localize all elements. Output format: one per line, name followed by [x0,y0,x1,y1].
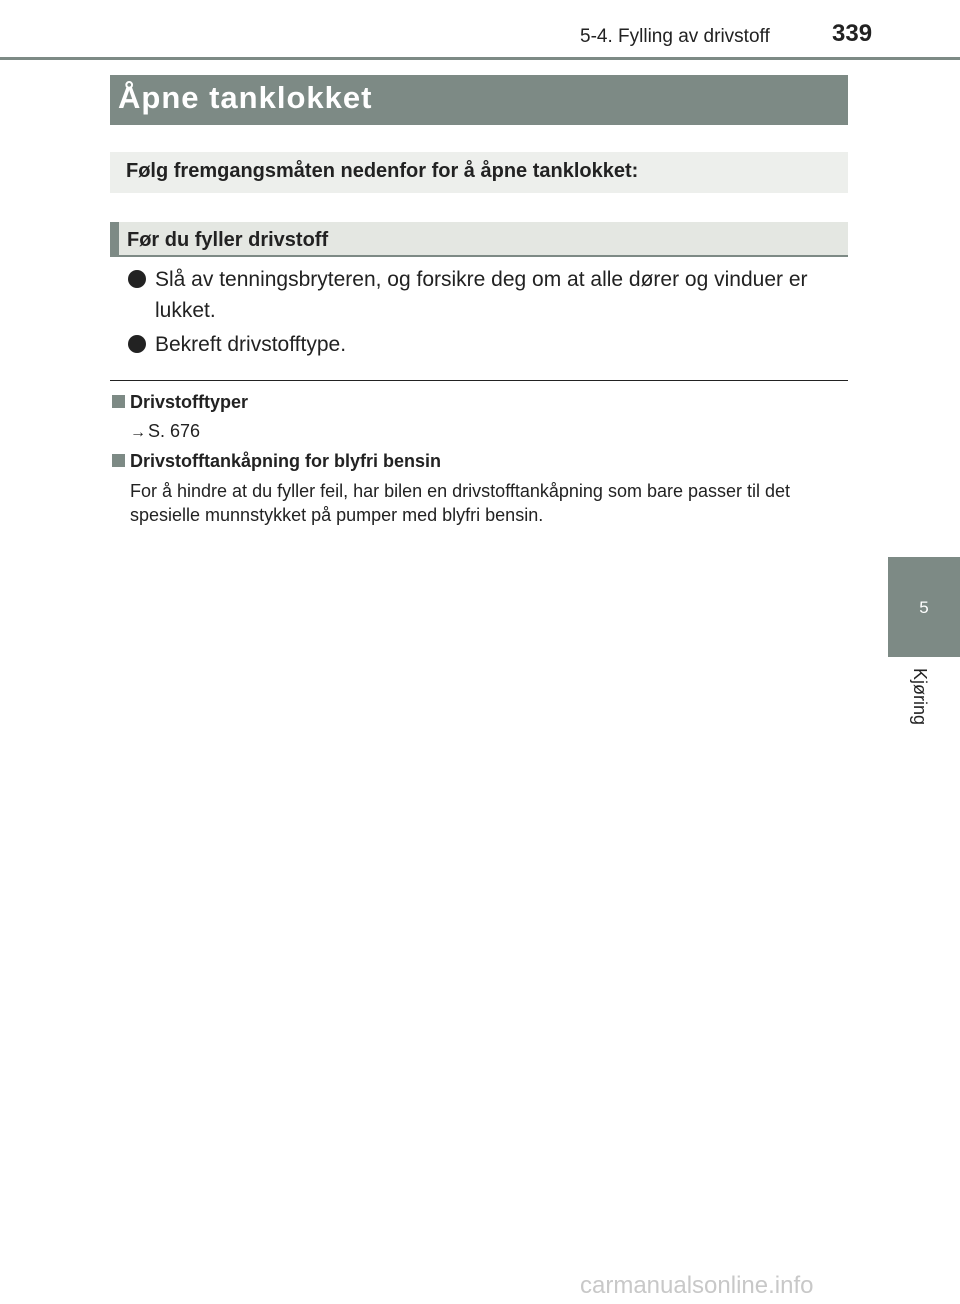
bullet-text: Bekreft drivstofftype. [155,333,347,356]
page-reference-link[interactable]: S. 676 [148,421,201,441]
bullet-dot-icon [128,270,146,288]
header-rule [0,57,960,60]
header-section-title: 5-4. Fylling av drivstoff [580,26,770,47]
note-heading: Drivstofftyper [112,392,248,413]
arrow-right-icon: → [130,424,146,441]
side-tab-number: 5 [919,598,929,617]
square-bullet-icon [112,454,125,467]
note-body [130,419,846,445]
note-heading: Drivstofftankåpning for blyfri bensin [112,451,441,472]
subsection-title: Før du fyller drivstoff [127,229,329,251]
page-title: Åpne tanklokket [118,80,373,115]
bullet-item [128,329,848,360]
watermark: carmanualsonline.info [580,1272,814,1299]
bullet-item [128,264,848,326]
bullet-text: Slå av tenningsbryteren, og forsikre deg om at alle dører og vinduer er lukket. [155,268,808,322]
bullet-dot-icon [128,335,146,353]
intro-text: Følg fremgangsmåten nedenfor for å åpne tanklokket: [126,160,639,182]
page-number: 339 [832,20,873,47]
square-bullet-icon [112,395,125,408]
section-divider [110,380,848,381]
note-body: For å hindre at du fyller feil, har bilen en drivstofftankåpning som bare passer til det spesielle munnstykket på pumper med blyfri bensin. [130,481,791,525]
side-tab-label: Kjøring [910,668,930,726]
